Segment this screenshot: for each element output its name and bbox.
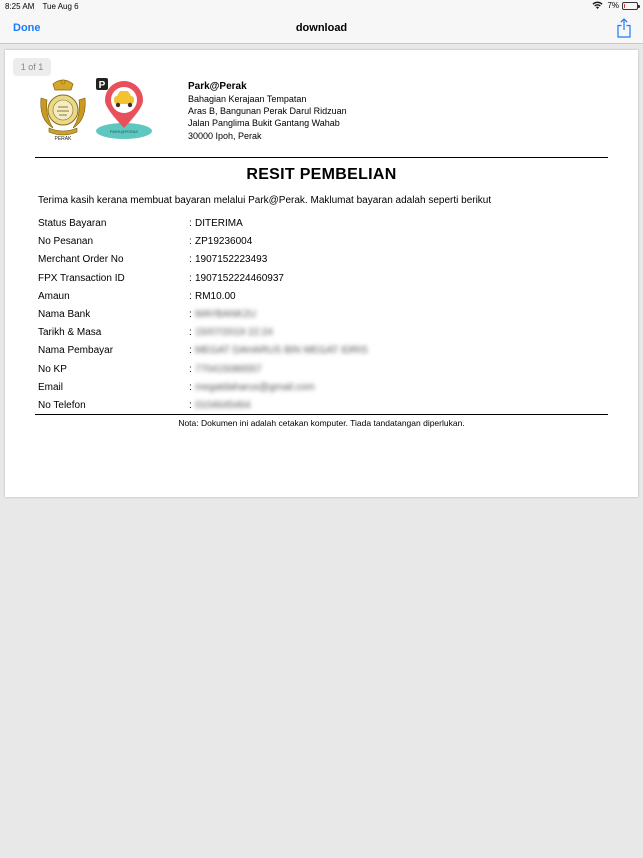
nav-title: download [295,22,348,34]
receipt-note: Nota: Dokumen ini adalah cetakan komputer. Tiada tandatangan diperlukan. [178,418,465,428]
detail-separator: : [189,327,192,339]
address-line: Jalan Panglima Bukit Gantang Wahab [188,118,340,129]
detail-row-payer [38,343,608,361]
logo-caption: PARK@PERAK [109,129,139,134]
status-time: 8:25 AM [5,2,35,11]
detail-label: No Telefon [38,399,86,411]
detail-row-bank [38,307,608,325]
detail-label: No Pesanan [38,236,94,248]
detail-value-redacted: 15/07/2019 22:24 [195,327,273,339]
detail-value-redacted: MAYBANK2U [195,308,256,320]
detail-label: Status Bayaran [38,218,107,229]
detail-label: No KP [38,363,67,375]
detail-label: Nama Pembayar [38,345,114,357]
status-date: Tue Aug 6 [42,2,79,11]
detail-label: Tarikh & Masa [38,327,102,339]
address-line: 30000 Ipoh, Perak [188,130,262,141]
detail-separator: : [189,290,192,302]
detail-separator: : [189,345,192,357]
detail-row-status [38,216,608,234]
divider [35,157,608,158]
detail-separator: : [189,399,192,411]
done-button[interactable]: Done [13,22,41,34]
detail-label: Email [38,381,64,393]
detail-value: DITERIMA [195,218,243,229]
detail-label: Nama Bank [38,308,91,320]
document-page [5,50,638,497]
address-line: Aras B, Bangunan Perak Darul Ridzuan [188,106,347,117]
detail-row-datetime [38,325,608,343]
wifi-icon [592,1,603,10]
org-name: Park@Perak [188,81,247,92]
detail-label: Merchant Order No [38,254,124,266]
status-bar [0,0,643,14]
receipt-intro: Terima kasih kerana membuat bayaran melalui Park@Perak. Maklumat bayaran adalah seperti berikut [38,195,492,206]
detail-value-redacted: 770415086557 [195,363,262,375]
receipt-details [38,216,608,416]
share-icon[interactable] [617,18,631,38]
detail-separator: : [189,381,192,393]
detail-row-merchant-order [38,252,608,270]
crest-caption: PERAK [54,136,72,142]
detail-separator: : [189,218,192,229]
detail-value-redacted: 0104645464 [195,399,251,411]
perak-crest-icon [35,76,91,142]
detail-row-fpx-id [38,271,608,289]
detail-row-amount [38,289,608,307]
battery-level [624,4,625,8]
battery-icon [622,2,638,10]
org-info [188,80,347,142]
park-perak-logo-icon [93,76,155,142]
receipt-title: RESIT PEMBELIAN [246,166,397,183]
detail-value: ZP19236004 [195,236,253,248]
detail-value: 1907152223493 [195,254,268,266]
logo-badge: P [98,80,106,91]
detail-separator: : [189,272,192,284]
detail-label: Amaun [38,290,70,302]
detail-separator: : [189,254,192,266]
detail-row-order-no [38,234,608,252]
detail-separator: : [189,363,192,375]
detail-value: 1907152224460937 [195,272,284,284]
page-indicator: 1 of 1 [13,58,51,76]
detail-separator: : [189,236,192,248]
battery-percent: 7% [607,1,619,10]
detail-label: FPX Transaction ID [38,272,125,284]
divider [35,414,608,415]
detail-row-ic-no [38,362,608,380]
address-line: Bahagian Kerajaan Tempatan [188,94,307,104]
detail-separator: : [189,308,192,320]
detail-value: RM10.00 [195,290,236,302]
detail-value-redacted: megatdaharus@gmail.com [195,381,315,393]
detail-row-email [38,380,608,398]
detail-value-redacted: MEGAT DAHARUS BIN MEGAT IDRIS [195,345,368,357]
nav-bar [0,14,643,44]
